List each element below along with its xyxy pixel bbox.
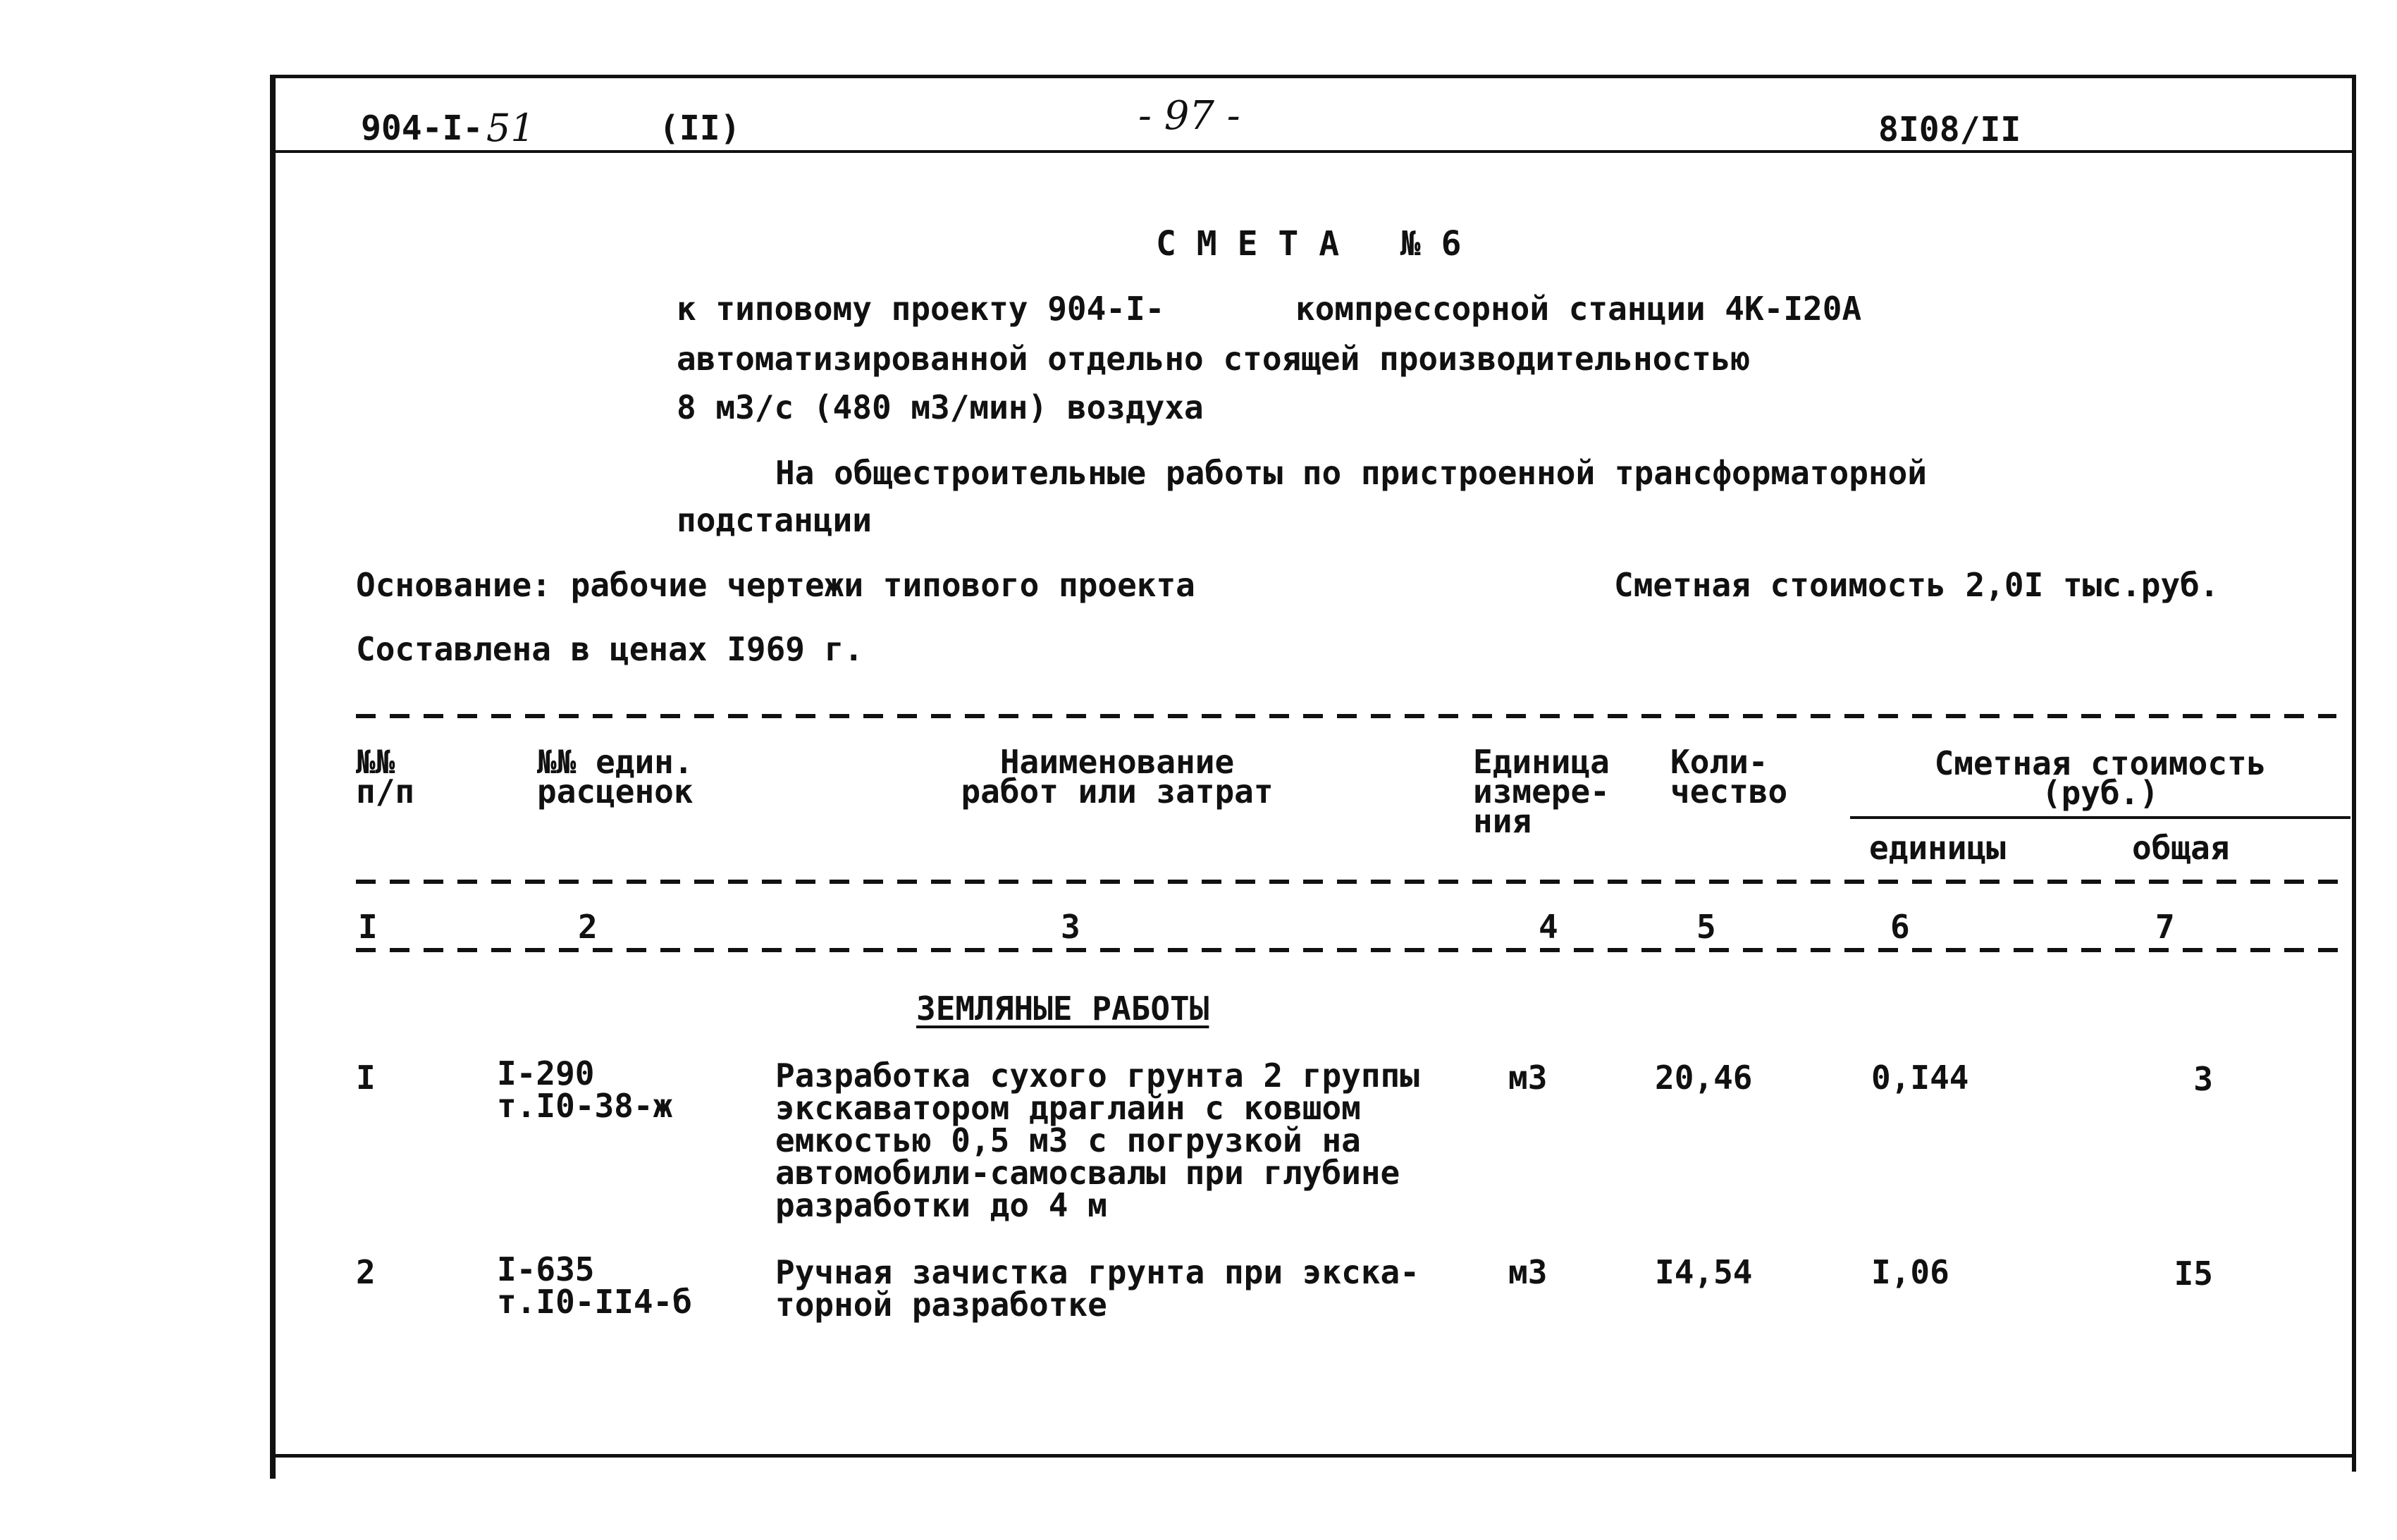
subject-line1: На общестроительные работы по пристроенной трансформаторной bbox=[775, 454, 1927, 492]
page-number: - 97 - bbox=[1138, 93, 1240, 139]
row-number: I bbox=[356, 1059, 376, 1097]
row-rate-code: I-290 т.I0-38-ж bbox=[497, 1054, 673, 1125]
row-quantity: I4,54 bbox=[1655, 1253, 1753, 1291]
table-top-dashed-rule bbox=[356, 714, 2336, 718]
header-bottom-dashed-rule bbox=[356, 880, 2350, 884]
sheet-code: 8I08/II bbox=[1878, 110, 2021, 149]
column-number-7: 7 bbox=[2155, 908, 2175, 946]
header-col-work-name: Наименование работ или затрат bbox=[961, 743, 1274, 811]
column-number-5: 5 bbox=[1696, 908, 1716, 946]
page-frame-right-border bbox=[2352, 76, 2356, 1472]
column-number-3: 3 bbox=[1061, 908, 1080, 946]
title-line1-right: компрессорной станции 4К-I20А bbox=[1295, 290, 1862, 328]
header-divider bbox=[276, 150, 2352, 153]
column-numbers-dashed-rule bbox=[356, 948, 2350, 952]
row-rate-code: I-635 т.I0-II4-б bbox=[497, 1250, 692, 1321]
row-unit-cost: 0,I44 bbox=[1871, 1059, 1969, 1097]
row-work-name: Разработка сухого грунта 2 группы экскаватором драглайн с ковшом емкостью 0,5 м3 с погрузкой на автомобили-самосвалы при глубине разработки до 4 м bbox=[775, 1057, 1419, 1224]
title-line3: 8 м3/с (480 м3/мин) воздуха bbox=[677, 388, 1204, 426]
header-col-unit: Единица измере- ния bbox=[1473, 743, 1610, 840]
header-col-number: №№ п/п bbox=[356, 743, 415, 811]
row-number: 2 bbox=[356, 1253, 376, 1291]
document-title: С М Е Т А № 6 bbox=[1156, 224, 1462, 264]
doc-part: (II) bbox=[659, 109, 741, 148]
page-frame-left-border bbox=[270, 76, 276, 1479]
page-frame-top-border bbox=[270, 75, 2356, 78]
header-col-unit-cost: единицы bbox=[1869, 829, 2006, 867]
header-cost-group: Сметная стоимость (руб.) bbox=[1934, 744, 2267, 812]
subject-line2: подстанции bbox=[677, 501, 872, 539]
page-frame-bottom-border bbox=[270, 1454, 2356, 1458]
title-line1-left: к типовому проекту 904-I- bbox=[677, 290, 1165, 328]
title-line2: автоматизированной отдельно стоящей производительностью bbox=[677, 340, 1751, 378]
header-col-total: общая bbox=[2132, 829, 2230, 867]
row-quantity: 20,46 bbox=[1655, 1059, 1753, 1097]
section-title: ЗЕМЛЯНЫЕ РАБОТЫ bbox=[916, 990, 1209, 1028]
doc-code-prefix: 904-I- bbox=[361, 109, 483, 148]
column-number-2: 2 bbox=[578, 908, 598, 946]
header-col-rate-codes: №№ един. расценок bbox=[537, 743, 694, 811]
row-unit-cost: I,06 bbox=[1871, 1253, 1949, 1291]
column-number-6: 6 bbox=[1890, 908, 1910, 946]
row-unit: м3 bbox=[1508, 1253, 1548, 1291]
row-work-name: Ручная зачистка грунта при экска- торной разработке bbox=[775, 1253, 1419, 1324]
prices-year: Составлена в ценах I969 г. bbox=[356, 630, 864, 668]
row-total: I5 bbox=[2174, 1255, 2213, 1293]
column-number-1: I bbox=[358, 908, 378, 946]
row-total: 3 bbox=[2193, 1060, 2213, 1098]
cost-group-underline bbox=[1850, 816, 2350, 819]
estimated-cost: Сметная стоимость 2,0I тыс.руб. bbox=[1614, 566, 2219, 604]
header-col-quantity: Коли- чество bbox=[1670, 743, 1788, 811]
doc-code-handwritten: 51 bbox=[486, 106, 535, 150]
column-number-4: 4 bbox=[1539, 908, 1558, 946]
row-unit: м3 bbox=[1508, 1059, 1548, 1097]
basis-text: Основание: рабочие чертежи типового проекта bbox=[356, 566, 1195, 604]
